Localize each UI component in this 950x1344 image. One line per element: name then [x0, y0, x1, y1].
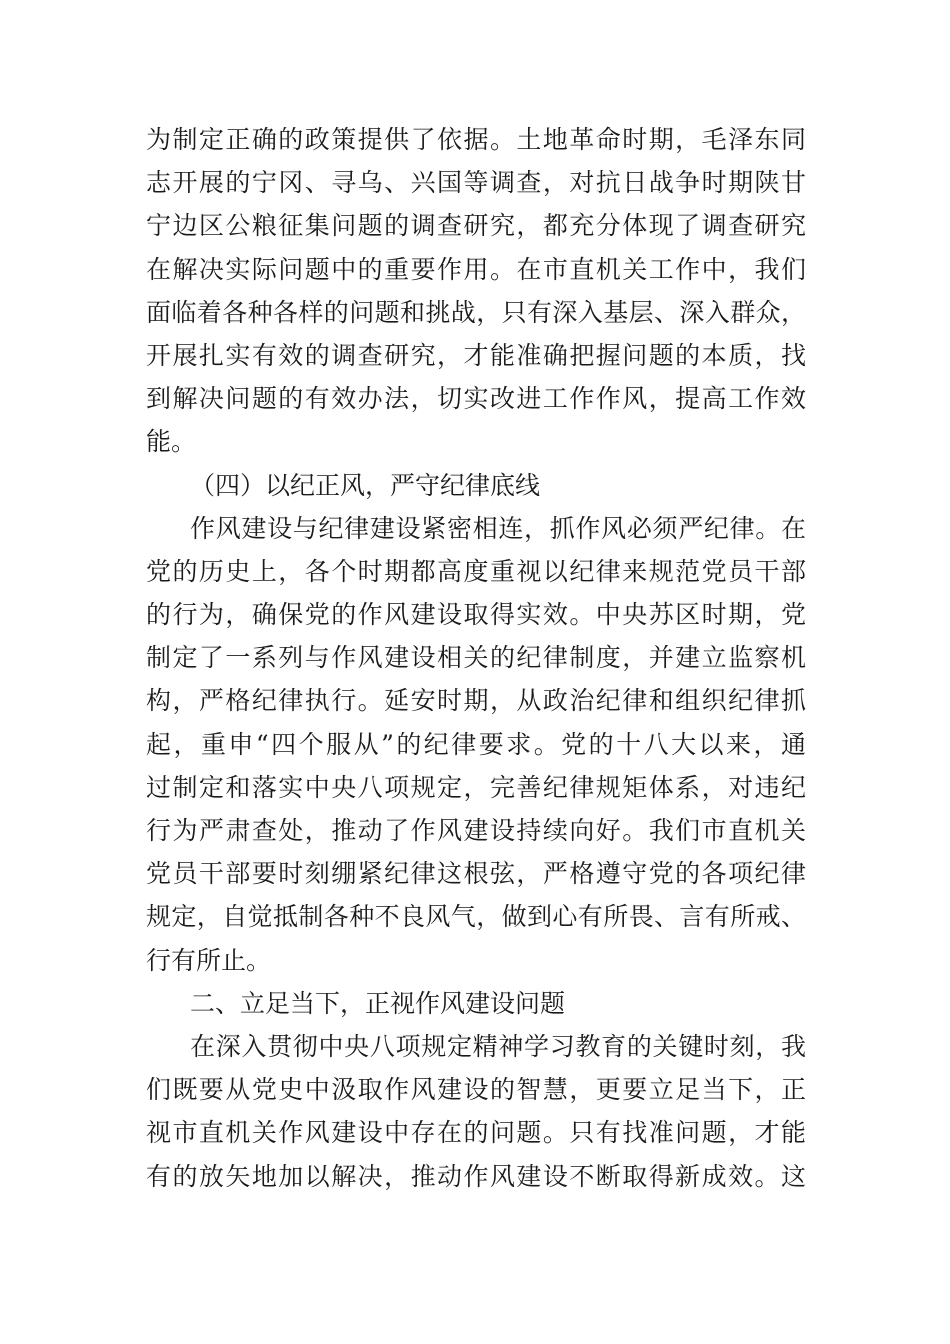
text-line: 面临着各种各样的问题和挑战，只有深入基层、深入群众，: [146, 297, 806, 327]
text-line: 宁边区公粮征集问题的调查研究，都充分体现了调查研究: [146, 211, 806, 241]
text-line: 有的放矢地加以解决，推动作风建设不断取得新成效。这: [146, 1161, 806, 1191]
text-line: 作风建设与纪律建设紧密相连，抓作风必须严纪律。在: [190, 513, 806, 543]
text-line: 能。: [146, 427, 197, 457]
text-line: 制定了一系列与作风建设相关的纪律制度，并建立监察机: [146, 643, 806, 673]
text-line: 们既要从党史中汲取作风建设的智慧，更要立足当下，正: [146, 1075, 806, 1105]
text-line: 到解决问题的有效办法，切实改进工作作风，提高工作效: [146, 384, 806, 414]
text-line: 过制定和落实中央八项规定，完善纪律规矩体系，对违纪: [146, 772, 806, 802]
text-line: 起，重申“四个服从”的纪律要求。党的十八大以来，通: [146, 729, 806, 759]
text-line: 为制定正确的政策提供了依据。土地革命时期，毛泽东同: [146, 125, 806, 154]
text-line: 行为严肃查处，推动了作风建设持续向好。我们市直机关: [146, 816, 806, 845]
text-line: 志开展的宁冈、寻乌、兴国等调查，对抗日战争时期陕甘: [146, 168, 806, 198]
text-line: 党的历史上，各个时期都高度重视以纪律来规范党员干部: [146, 556, 806, 586]
text-line: 视市直机关作风建设中存在的问题。只有找准问题，才能: [146, 1118, 806, 1148]
text-line: 构，严格纪律执行。延安时期，从政治纪律和组织纪律抓: [146, 686, 806, 716]
text-line: 在深入贯彻中央八项规定精神学习教育的关键时刻，我: [190, 1031, 806, 1061]
text-line: 的行为，确保党的作风建设取得实效。中央苏区时期，党: [146, 600, 806, 630]
text-line: （四）以纪正风，严守纪律底线: [190, 470, 541, 500]
text-line: 开展扎实有效的调查研究，才能准确把握问题的本质，找: [146, 340, 806, 370]
text-line: 行有所止。: [146, 945, 272, 975]
body-text: [146, 118, 806, 1198]
text-line: 规定，自觉抵制各种不良风气，做到心有所畏、言有所戒、: [146, 902, 806, 932]
text-line: 在解决实际问题中的重要作用。在市直机关工作中，我们: [146, 254, 806, 284]
text-line: 二、立足当下，正视作风建设问题: [190, 988, 566, 1018]
text-line: 党员干部要时刻绷紧纪律这根弦，严格遵守党的各项纪律: [146, 859, 806, 889]
